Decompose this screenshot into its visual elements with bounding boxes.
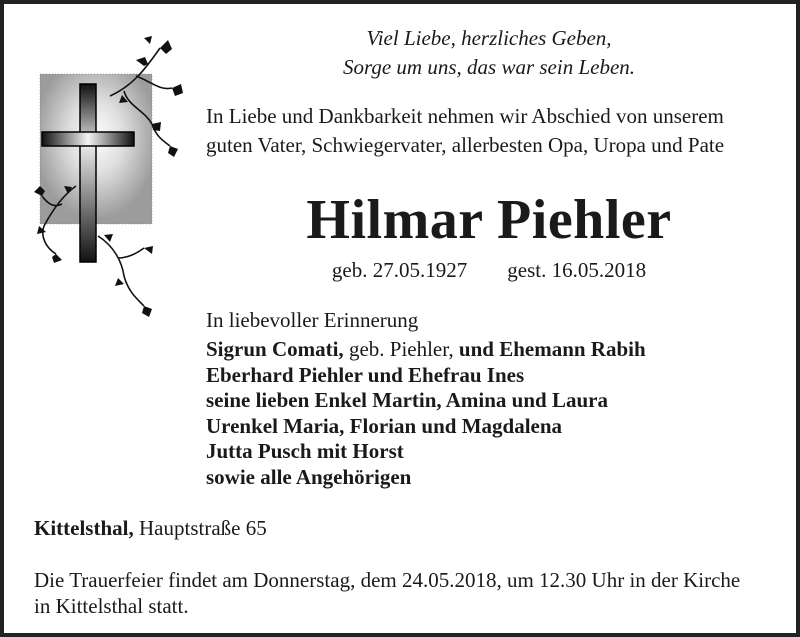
mourner-spouse: und Ehemann Rabih: [458, 337, 646, 361]
mourner-line: sowie alle Angehörigen: [206, 464, 412, 489]
mourner-name: Sigrun Comati,: [206, 337, 344, 361]
mourner-line: Eberhard Piehler und Ehefrau Ines: [206, 362, 525, 387]
intro-line-2: guten Vater, Schwiegervater, allerbesten Opa, Uropa und Pate: [206, 133, 725, 157]
mourner-maiden-name: geb. Piehler,: [343, 337, 459, 361]
funeral-line-2: in Kittelsthal statt.: [34, 594, 189, 618]
intro-line-1: In Liebe und Dankbarkeit nehmen wir Abschied von unserem: [206, 104, 724, 128]
mourner-line: [206, 337, 646, 363]
funeral-line-1: Die Trauerfeier findet am Donnerstag, dem 24.05.2018, um 12.30 Uhr in der Kirche: [34, 568, 741, 592]
mourner-line: Jutta Pusch mit Horst: [206, 439, 404, 463]
address: [34, 514, 267, 543]
life-dates: [194, 256, 784, 285]
address-street: Hauptstraße 65: [133, 516, 267, 540]
cross-with-ivy-icon: [32, 36, 192, 321]
motto-line-2: Sorge um uns, das war sein Leben.: [342, 55, 636, 79]
mourner-line: seine lieben Enkel Martin, Amina und Laura: [206, 388, 608, 412]
death-date: gest. 16.05.2018: [507, 258, 647, 282]
motto-line-1: Viel Liebe, herzliches Geben,: [366, 26, 612, 50]
birth-date: geb. 27.05.1927: [331, 258, 468, 282]
mourners-list: [206, 337, 646, 490]
remembrance-heading: In liebevoller Erinnerung: [206, 308, 419, 332]
funeral-info: [34, 567, 784, 619]
deceased-name: Hilmar Piehler: [306, 189, 672, 251]
intro-text: [206, 102, 796, 160]
motto-verse: [194, 24, 784, 82]
address-town: Kittelsthal,: [34, 516, 134, 540]
mourner-line: Urenkel Maria, Florian und Magdalena: [206, 413, 563, 438]
